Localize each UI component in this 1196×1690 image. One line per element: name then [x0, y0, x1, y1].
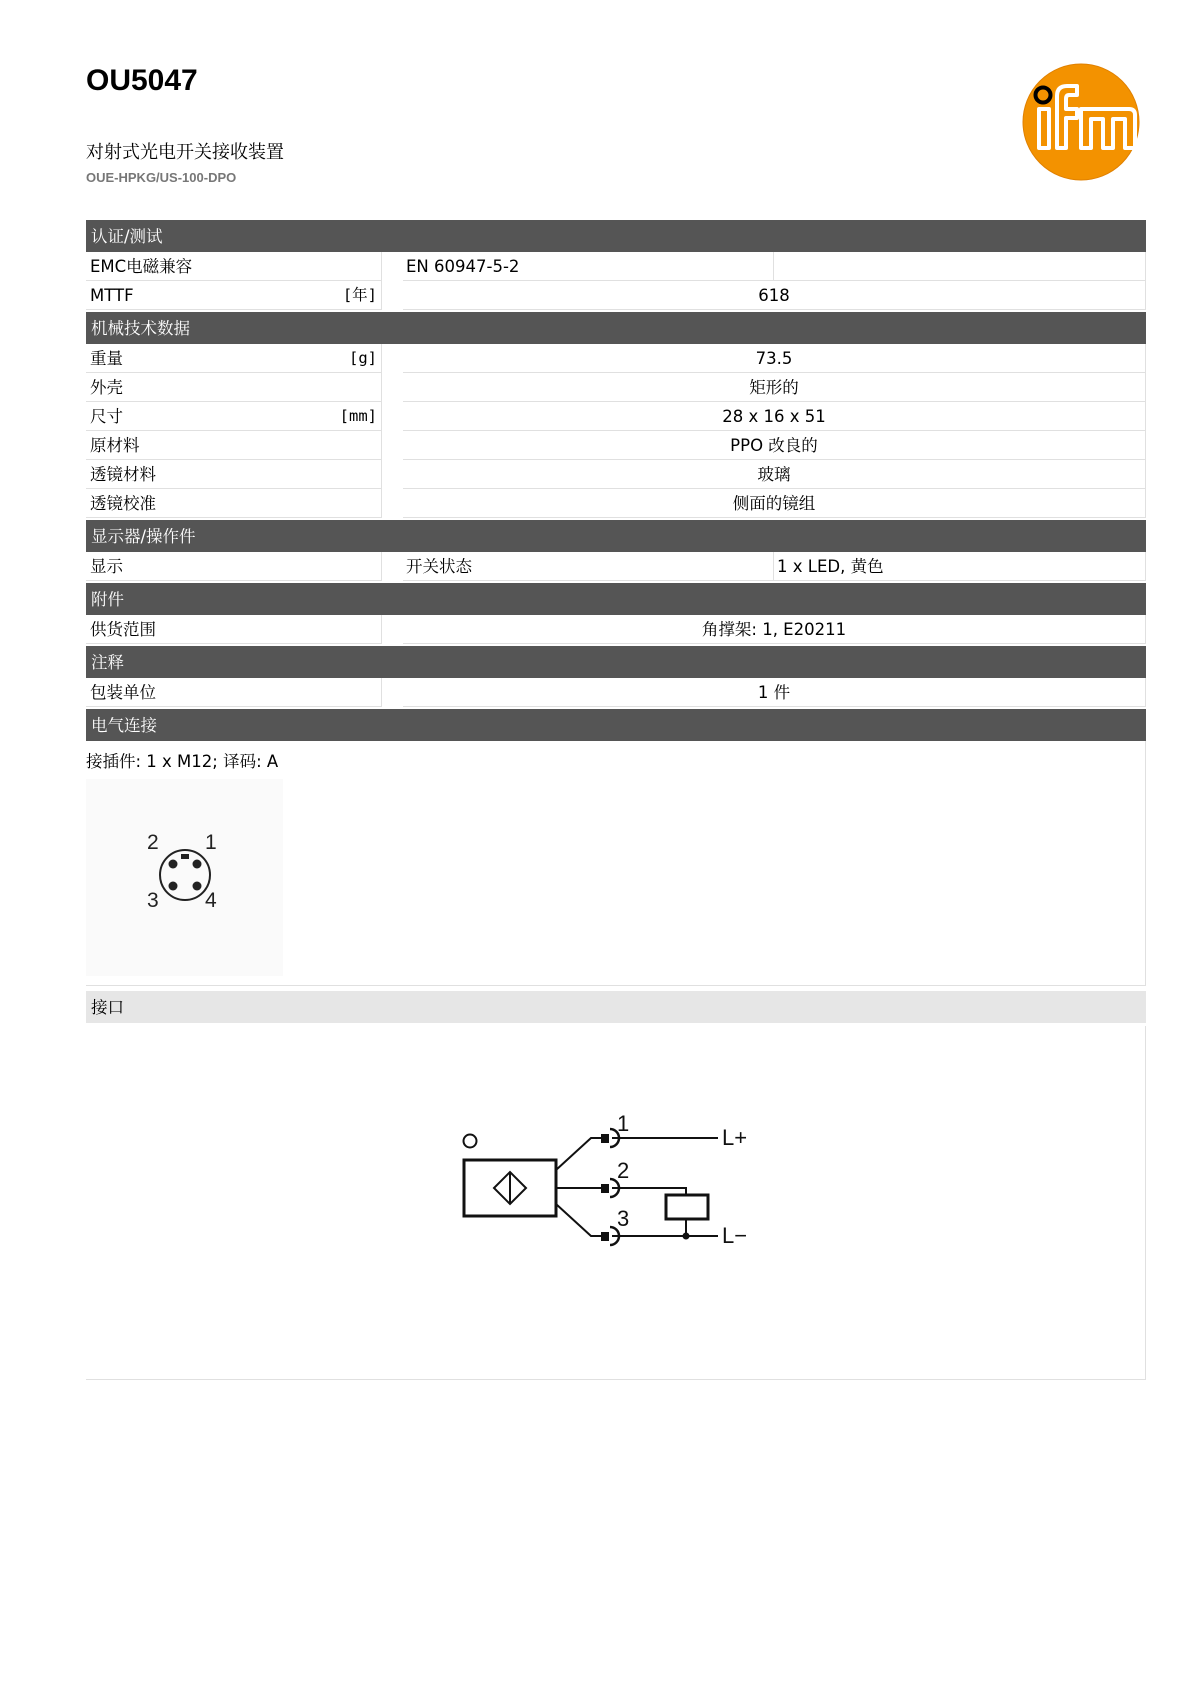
light-indicator-circle — [464, 1135, 477, 1148]
row-value: 1 件 — [403, 678, 1146, 707]
row-unit: [g] — [349, 349, 377, 367]
table-row-weight — [86, 344, 1146, 373]
row-label: MTTF [年] — [86, 281, 382, 310]
wiring-diagram — [456, 1111, 786, 1276]
l-minus-label: L− — [722, 1223, 748, 1248]
table-row-material — [86, 431, 1146, 460]
table-row-scope — [86, 615, 1146, 644]
row-value: PPO 改良的 — [403, 431, 1146, 460]
row-value: 1 x LED, 黄色 — [774, 552, 1146, 581]
row-unit: [mm] — [339, 407, 377, 425]
connector-description: 接插件: 1 x M12; 译码: A — [86, 752, 279, 771]
wire-label-3: 3 — [617, 1206, 630, 1231]
connector-pinout — [86, 779, 283, 976]
electrical-connection-block — [86, 741, 1146, 986]
section-header-interface: 接口 — [86, 991, 1146, 1023]
wire-3-plug — [601, 1232, 609, 1241]
coding-notch — [181, 854, 189, 859]
row-label: 供货范围 — [86, 615, 382, 644]
wire-label-1: 1 — [617, 1111, 630, 1136]
table-row-dimensions — [86, 402, 1146, 431]
pin-1-dot — [193, 860, 202, 869]
row-value: 矩形的 — [403, 373, 1146, 402]
row-label: 包装单位 — [86, 678, 382, 707]
section-header-electrical: 电气连接 — [86, 709, 1146, 741]
row-value-empty — [774, 252, 1146, 281]
row-label: 尺寸 [mm] — [86, 402, 382, 431]
product-code: OU5047 — [86, 64, 198, 97]
m12-connector-diagram — [86, 779, 283, 976]
table-row-housing — [86, 373, 1146, 402]
wire-1-plug — [601, 1134, 609, 1143]
datasheet-header — [86, 0, 1146, 215]
row-label: 显示 — [86, 552, 382, 581]
pin-label-4: 4 — [205, 889, 217, 912]
row-value: 73.5 — [403, 344, 1146, 373]
pin-label-3: 3 — [147, 889, 159, 912]
row-label: 原材料 — [86, 431, 382, 460]
pin-label-1: 1 — [205, 831, 217, 854]
junction-dot — [683, 1233, 690, 1240]
pin-2-dot — [169, 860, 178, 869]
row-sublabel: 开关状态 — [403, 552, 774, 581]
row-value: 618 — [403, 281, 1146, 310]
pin-label-2: 2 — [147, 831, 159, 854]
table-row-mttf — [86, 281, 1146, 310]
row-label: 透镜校准 — [86, 489, 382, 518]
table-row-packing — [86, 678, 1146, 707]
row-label: 透镜材料 — [86, 460, 382, 489]
wire-label-2: 2 — [617, 1158, 630, 1183]
ifm-logo — [1021, 62, 1141, 182]
section-header-mechanical: 机械技术数据 — [86, 312, 1146, 344]
row-value: 侧面的镜组 — [403, 489, 1146, 518]
article-number: OUE-HPKG/US-100-DPO — [86, 170, 237, 185]
interface-block — [86, 1026, 1146, 1380]
row-unit: [年] — [342, 286, 377, 304]
l-plus-label: L+ — [722, 1125, 748, 1150]
wire-2-plug — [601, 1184, 609, 1193]
pin-3-dot — [169, 882, 178, 891]
row-label: EMC电磁兼容 — [86, 252, 382, 281]
pin-4-dot — [193, 882, 202, 891]
datasheet-content — [86, 218, 1146, 1380]
row-label: 重量 [g] — [86, 344, 382, 373]
row-value: 玻璃 — [403, 460, 1146, 489]
section-header-accessories: 附件 — [86, 583, 1146, 615]
load-symbol — [666, 1195, 708, 1219]
section-header-approvals: 认证/测试 — [86, 220, 1146, 252]
table-row-lens-material — [86, 460, 1146, 489]
section-header-remarks: 注释 — [86, 646, 1146, 678]
table-row-emc — [86, 252, 1146, 281]
table-row-lens-alignment — [86, 489, 1146, 518]
product-description: 对射式光电开关接收装置 — [86, 142, 284, 163]
section-header-display: 显示器/操作件 — [86, 520, 1146, 552]
row-value: 角撑架: 1, E20211 — [403, 615, 1146, 644]
row-label: 外壳 — [86, 373, 382, 402]
table-row-display — [86, 552, 1146, 581]
row-value: EN 60947-5-2 — [403, 252, 774, 281]
row-value: 28 x 16 x 51 — [403, 402, 1146, 431]
